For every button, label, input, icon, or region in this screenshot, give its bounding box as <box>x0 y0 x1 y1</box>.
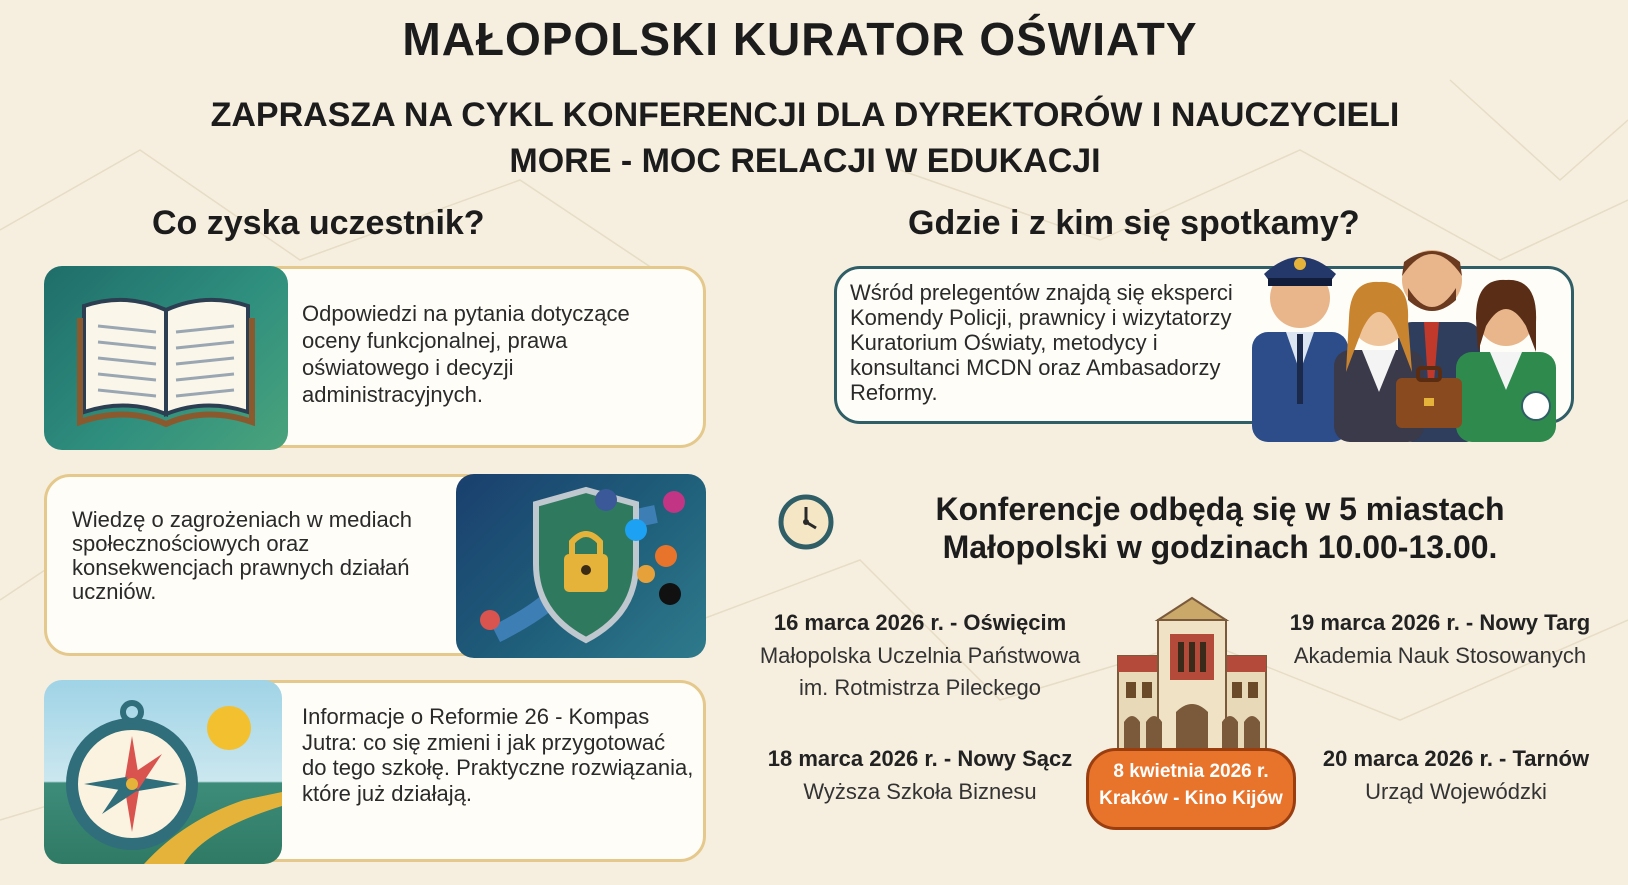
speakers-text: Wśród prelegentów znajdą się eksperci Komendy Policji, prawnicy i wizytatorzy Kuratorium Oświaty, metodycy i konsultanci MCDN oraz Ambasadorzy Reformy. <box>850 280 1233 405</box>
building-icon <box>1112 596 1272 756</box>
city-venue: Małopolska Uczelnia Państwowa <box>759 643 1081 668</box>
clock-icon <box>778 494 834 550</box>
city-venue: Wyższa Szkoła Biznesu <box>803 779 1037 804</box>
city-date: 19 marca 2026 r. - Nowy Targ <box>1289 610 1591 635</box>
krakow-badge <box>1086 748 1296 830</box>
open-book-icon <box>44 266 288 450</box>
conference-line-2: Małopolski w godzinach 10.00-13.00. <box>942 529 1498 565</box>
right-section-heading: Gdzie i z kim się spotkamy? <box>908 204 1360 242</box>
city-venue: Urząd Wojewódzki <box>1365 779 1547 804</box>
city-venue: Akademia Nauk Stosowanych <box>1293 643 1587 668</box>
compass-icon <box>44 680 282 864</box>
city-date: 18 marca 2026 r. - Nowy Sącz <box>767 746 1073 771</box>
city-nowy-sacz <box>730 746 1110 808</box>
subtitle <box>0 92 1610 184</box>
left-section-heading: Co zyska uczestnik? <box>152 204 485 242</box>
shield-lock-icon <box>456 474 706 658</box>
city-venue-line-2: im. Rotmistrza Pileckego <box>798 675 1042 700</box>
krakow-venue: Kraków - Kino Kijów <box>1099 788 1283 809</box>
krakow-date: 8 kwietnia 2026 r. <box>1113 761 1269 782</box>
city-date: 16 marca 2026 r. - Oświęcim <box>773 610 1067 635</box>
benefit-text-2: Wiedzę o zagrożeniach w mediach społecznościowych oraz konsekwencjach prawnych działań uczniów. <box>72 507 412 604</box>
conference-info <box>850 490 1590 566</box>
city-nowy-targ <box>1260 610 1620 672</box>
city-date: 20 marca 2026 r. - Tarnów <box>1322 746 1590 771</box>
benefit-text-3: Informacje o Reformie 26 - Kompas Jutra: co się zmieni i jak przygotować do tego szkołę. Praktyczne rozwiązania, które już działają. <box>302 704 694 806</box>
subtitle-line-2: MORE - MOC RELACJI W EDUKACJI <box>509 142 1101 180</box>
city-oswiecim <box>730 610 1110 704</box>
speakers-illustration <box>1250 222 1580 442</box>
benefit-text-1: Odpowiedzi na pytania dotyczące oceny funkcjonalnej, prawa oświatowego i decyzji administracyjnych. <box>302 301 630 407</box>
subtitle-line-1: ZAPRASZA NA CYKL KONFERENCJI DLA DYREKTORÓW I NAUCZYCIELI <box>210 96 1400 134</box>
conference-line-1: Konferencje odbędą się w 5 miastach <box>935 491 1505 527</box>
main-title: MAŁOPOLSKI KURATOR OŚWIATY <box>402 13 1198 65</box>
city-tarnow <box>1296 746 1616 808</box>
